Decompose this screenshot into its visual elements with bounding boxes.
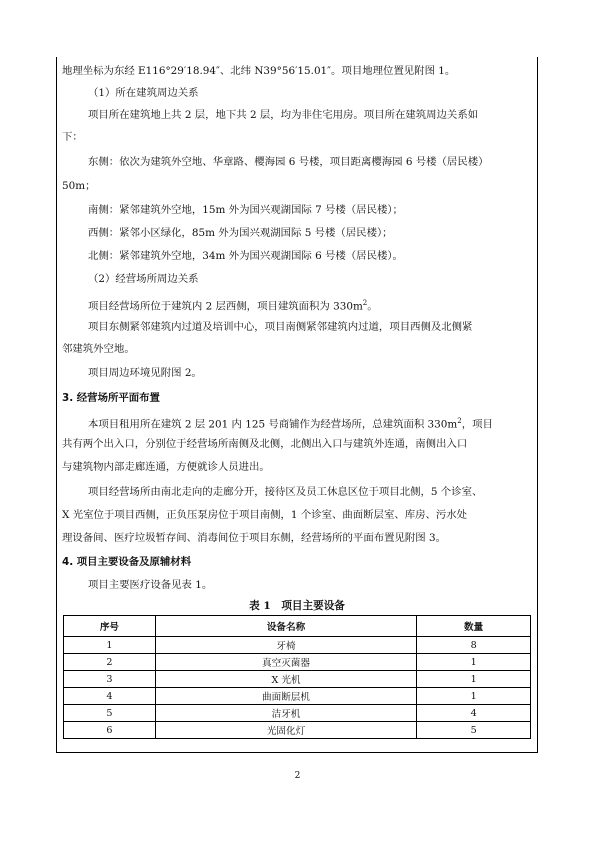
cell-name: 曲面断层机	[155, 688, 416, 705]
text-line: 项目所在建筑地上共 2 层，地下共 2 层，均为非住宅用房。项目所在建筑周边关系如	[88, 109, 479, 121]
table-row	[64, 705, 531, 722]
cell-name: 真空灭菌器	[155, 654, 416, 671]
text-line: 共有两个出入口，分别位于经营场所南侧及北侧，北侧出入口与建筑外连通，南侧出入口	[62, 438, 468, 450]
text-line: 项目经营场所由南北走向的走廊分开，接待区及员工休息区位于项目北侧，5 个诊室、	[88, 486, 483, 498]
text-line: 本项目租用所在建筑 2 层 201 内 125 号商铺作为经营场所，总建筑面积 $330m^2$，项目	[88, 417, 493, 431]
table-row	[64, 722, 531, 739]
cell-name: 光固化灯	[155, 722, 416, 739]
text-line-south: 南侧：紧邻建筑外空地，15m 外为国兴观湖国际 7 号楼（居民楼）；	[88, 204, 403, 216]
text-line: 50m；	[62, 180, 96, 192]
table-row	[64, 637, 531, 654]
text-line: 项目周边环境见附图 2。	[88, 367, 202, 379]
cell-name: 洁牙机	[155, 705, 416, 722]
subheading-building: （1）所在建筑周边关系	[88, 87, 199, 99]
table-row	[64, 688, 531, 705]
header-cell-name: 设备名称	[155, 616, 416, 637]
table-header-row	[64, 616, 531, 637]
cell-qty: 1	[417, 671, 531, 688]
text-line: 邻建筑外空地。	[62, 343, 135, 355]
text-line-north: 北侧：紧邻建筑外空地，34m 外为国兴观湖国际 6 号楼（居民楼）。	[88, 250, 403, 262]
cell-no: 4	[64, 688, 156, 705]
table-row	[64, 671, 531, 688]
cell-no: 6	[64, 722, 156, 739]
table-row	[64, 654, 531, 671]
text-line: 与建筑物内部走廊连通，方便就诊人员进出。	[62, 461, 270, 473]
page-number: 2	[294, 771, 301, 781]
cell-qty: 4	[417, 705, 531, 722]
cell-no: 2	[64, 654, 156, 671]
section-heading-3: 3. 经营场所平面布置	[62, 392, 160, 404]
cell-qty: 5	[417, 722, 531, 739]
cell-qty: 1	[417, 654, 531, 671]
text-line-west: 西侧：紧邻小区绿化，85m 外为国兴观湖国际 5 号楼（居民楼）；	[88, 227, 393, 239]
text-line: 项目东侧紧邻建筑内过道及培训中心，项目南侧紧邻建筑内过道，项目西侧及北侧紧	[88, 321, 473, 333]
text-line: 项目主要医疗设备见表 1。	[88, 579, 213, 591]
text-line-east: 东侧：依次为建筑外空地、华章路、樱海园 6 号楼，项目距离樱海园 6 号楼（居民楼）	[88, 156, 489, 168]
cell-name: 牙椅	[155, 637, 416, 654]
cell-qty: 1	[417, 688, 531, 705]
text-line: 地理坐标为东经 E116°29′18.94″、北纬 N39°56′15.01″。项目地理位置见附图 1。	[62, 65, 456, 77]
text-line: 项目经营场所位于建筑内 2 层西侧，项目建筑面积为 $330m^2$。	[88, 299, 378, 313]
header-cell-no: 序号	[64, 616, 156, 637]
cell-name: X 光机	[155, 671, 416, 688]
cell-no: 1	[64, 637, 156, 654]
cell-qty: 8	[417, 637, 531, 654]
table-caption: 表 1 项目主要设备	[249, 600, 345, 612]
header-cell-qty: 数量	[417, 616, 531, 637]
text-line: 理设备间、医疗垃圾暂存间、消毒间位于项目东侧，经营场所的平面布置见附图 3。	[62, 532, 446, 544]
cell-no: 5	[64, 705, 156, 722]
cell-no: 3	[64, 671, 156, 688]
section-heading-4: 4. 项目主要设备及原辅材料	[62, 556, 192, 568]
text-line: X 光室位于项目西侧，正负压泵房位于项目南侧，1 个诊室、曲面断层室、库房、污水处	[62, 509, 468, 521]
subheading-site: （2）经营场所周边关系	[88, 273, 199, 285]
equipment-table	[63, 615, 531, 739]
text-line: 下：	[62, 131, 83, 143]
